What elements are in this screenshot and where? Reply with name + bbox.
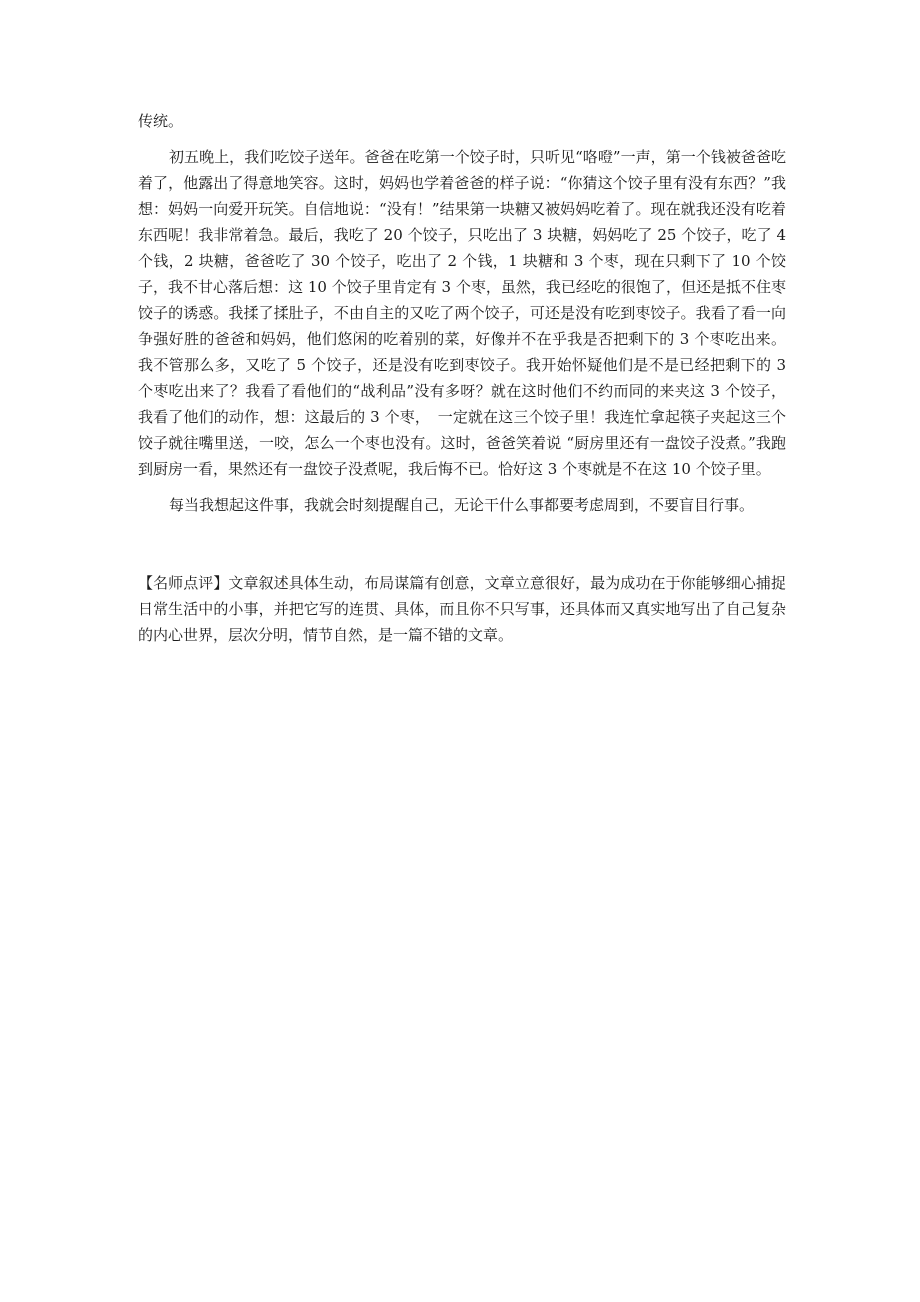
paragraph-reflection: 每当我想起这件事，我就会时刻提醒自己，无论干什么事都要考虑周到，不要盲目行事。 <box>169 496 755 514</box>
document-page <box>138 108 786 648</box>
continuation-line: 传统。 <box>138 112 184 130</box>
teacher-review: 【名师点评】文章叙述具体生动，布局谋篇有创意，文章立意很好，最为成功在于你能够细心捕捉日常生活中的小事，并把它写的连贯、具体，而且你不只写事，还具体而又真实地写出了自己复杂的内心世界，层次分明，情节自然，是一篇不错的文章。 <box>138 574 786 644</box>
paragraph-dumplings: 初五晚上，我们吃饺子送年。爸爸在吃第一个饺子时，只听见“咯噔”一声，第一个钱被爸爸吃着了，他露出了得意地笑容。这时，妈妈也学着爸爸的样子说：“你猜这个饺子里有没有东西？”我想：妈妈一向爱开玩笑。自信地说：“没有！”结果第一块糖又被妈妈吃着了。现在就我还没有吃着东西呢！我非常着急。最后，我吃了 20 个饺子，只吃出了 3 块糖，妈妈吃了 25 个饺子，吃了 4 个钱，2 块糖，爸爸吃了 30 个饺子，吃出了 2 个钱，1 块糖和 3 个枣，现在只剩下了 10 个饺子，我不甘心落后想：这 10 个饺子里肯定有 3 个枣，虽然，我已经吃的很饱了，但还是抵不住枣饺子的诱惑。我揉了揉肚子，不由自主的又吃了两个饺子，可还是没有吃到枣饺子。我看了看一向争强好胜的爸爸和妈妈，他们悠闲的吃着别的菜，好像并不在乎我是否把剩下的 3 个枣吃出来。我不管那么多，又吃了 5 个饺子，还是没有吃到枣饺子。我开始怀疑他们是不是已经把剩下的 3 个枣吃出来了？我看了看他们的“战利品”没有多呀？就在这时他们不约而同的来夹这 3 个饺子，我看了他们的动作，想：这最后的 3 个枣， 一定就在这三个饺子里！我连忙拿起筷子夹起这三个饺子就往嘴里送，一咬，怎么一个枣也没有。这时，爸爸笑着说 “厨房里还有一盘饺子没煮。”我跑到厨房一看，果然还有一盘饺子没煮呢，我后悔不已。恰好这 3 个枣就是不在这 10 个饺子里。 <box>138 148 786 478</box>
